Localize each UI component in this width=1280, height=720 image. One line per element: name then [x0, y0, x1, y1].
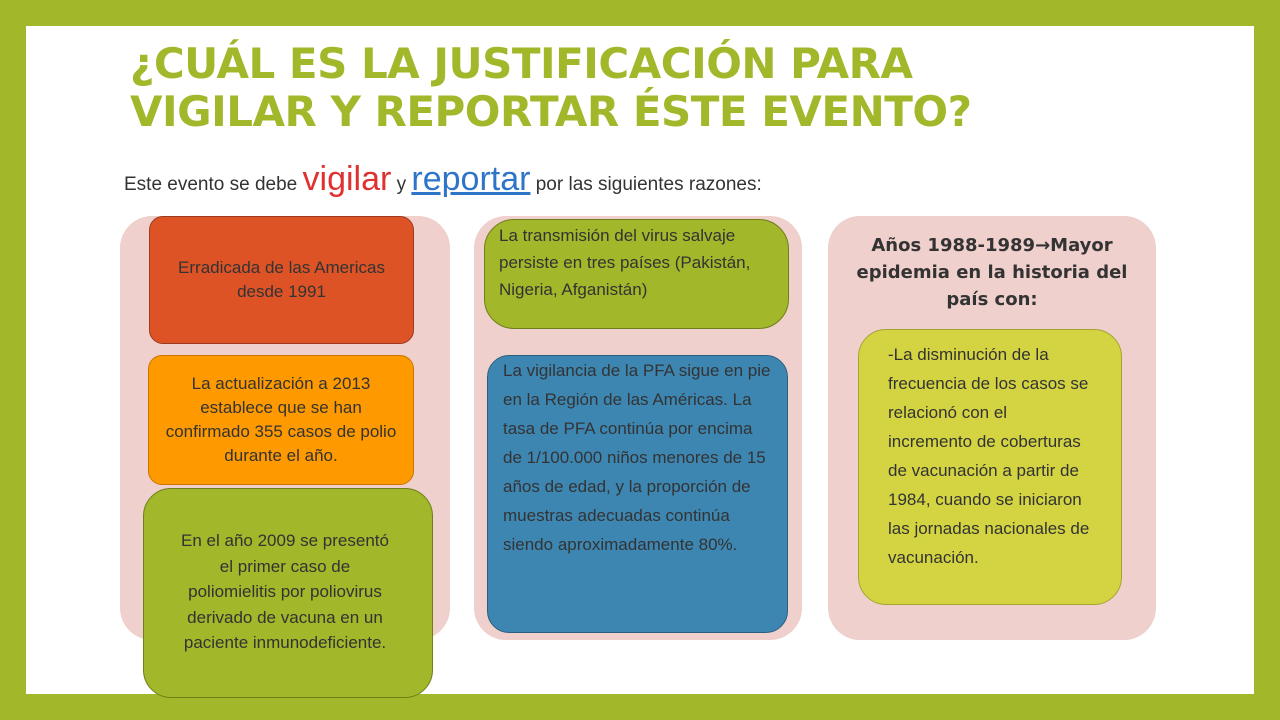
box-erradicada-text: Erradicada de las Americas desde 1991 — [178, 258, 385, 301]
box-erradicada — [149, 216, 414, 344]
intro-connector: y — [391, 174, 412, 195]
box-ano-2009-text: En el año 2009 se presentó el primer caso de poliomielitis por poliovirus derivado de vacuna en un paciente inmunodeficiente. — [181, 531, 389, 653]
intro-prefix: Este evento se debe — [124, 174, 303, 195]
box-vigilancia-pfa-text: La vigilancia de la PFA sigue en pie en la Región de las Américas. La tasa de PFA continúa por encima de 1/100.000 niños menores de 15 años de edad, y la proporción de muestras adecuadas continúa siendo aproximadamente 80%. — [503, 361, 771, 554]
intro-suffix: por las siguientes razones: — [530, 174, 762, 195]
slide-title — [130, 40, 1230, 136]
box-actualizacion-2013-text: La actualización a 2013 establece que se han confirmado 355 casos de polio durante el año. — [165, 374, 397, 465]
box-actualizacion-2013 — [148, 355, 414, 485]
title-line-1: ¿CUÁL ES LA JUSTIFICACIÓN PARA — [130, 39, 913, 88]
box-vigilancia-pfa — [487, 355, 788, 633]
box-ano-2009 — [143, 488, 433, 698]
box-transmision-virus — [484, 219, 789, 329]
box-disminucion-casos — [858, 329, 1122, 605]
box-disminucion-casos-text: -La disminución de la frecuencia de los casos se relacionó con el incremento de coberturas de vacunación a partir de 1984, cuando se iniciaron las jornadas nacionales de vacunación. — [888, 345, 1090, 567]
box-transmision-virus-text: La transmisión del virus salvaje persiste en tres países (Pakistán, Nigeria, Afganistán) — [499, 226, 751, 299]
intro-sentence — [124, 160, 762, 199]
epidemic-heading: Años 1988-1989→Mayor epidemia en la historia del país con: — [856, 235, 1128, 310]
slide — [26, 26, 1254, 694]
keyword-reportar-link[interactable]: reportar — [411, 160, 531, 198]
keyword-vigilar: vigilar — [302, 160, 392, 198]
title-line-2: VIGILAR Y REPORTAR ÉSTE EVENTO? — [130, 87, 972, 136]
